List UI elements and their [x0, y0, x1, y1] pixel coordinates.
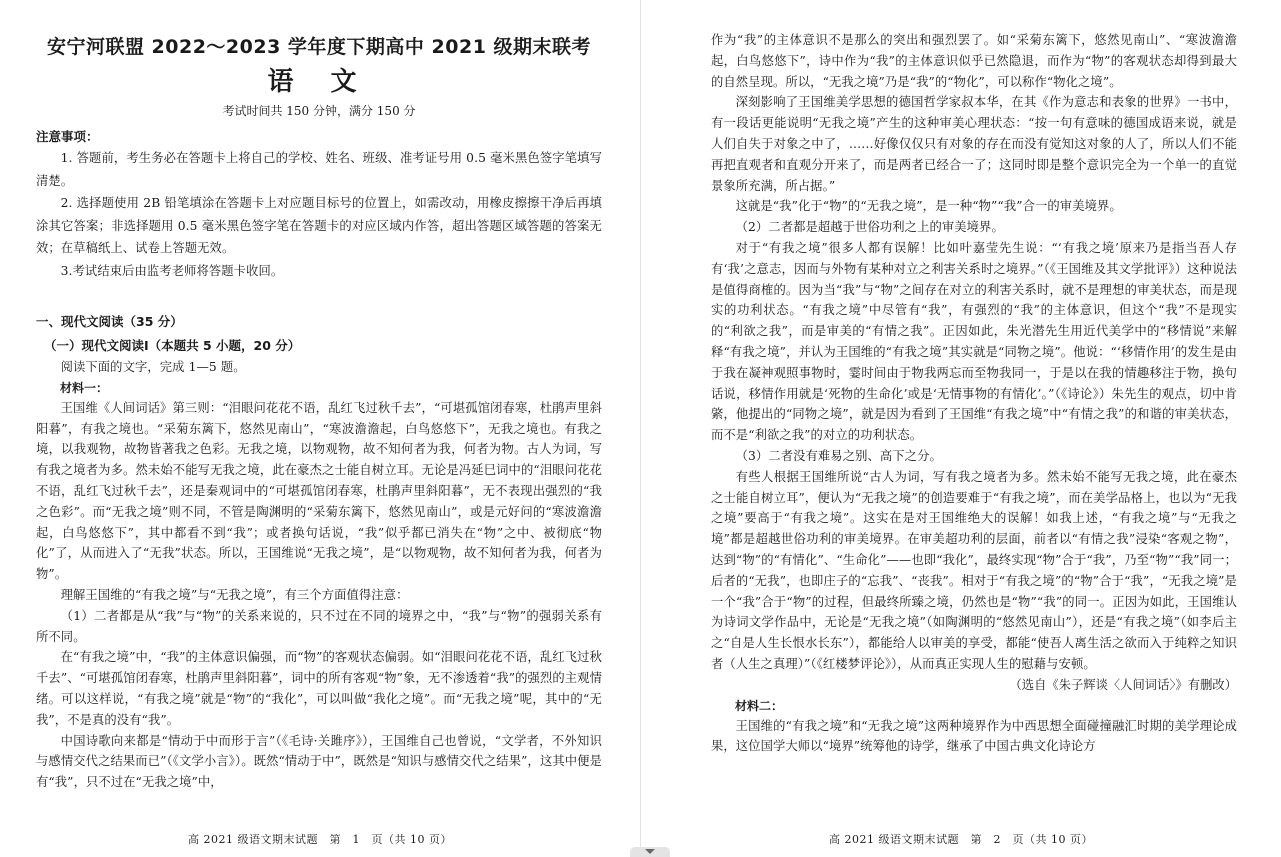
body-paragraph: 在“有我之境”中，“我”的主体意识偏强，而“物”的客观状态偏弱。如“泪眼问花花不语，乱红飞过秋千去”、“可堪孤馆闭春寒，杜鹃声里斜阳暮”，词中的所有客观“物”象，无不渗透着“我”的强烈的主观情绪。可以这样说，“有我之境”就是“物”的“我化”，可以叫做“我化之境”。而“无我之境”呢，其中的“无我”，不是真的没有“我”。 [36, 650, 602, 727]
body-paragraph: 有些人根据王国维所说“古人为词，写有我之境者为多。然未始不能写无我之境，此在豪杰之士能自树立耳”，便认为“无我之境”的创造要难于“有我之境”，而在美学品格上，也以为“无我之境”要高于“有我之境”。这实在是对王国维绝大的误解！如我上述，“有我之境”与“无我之境”都是超越世俗功利的审美境界。在审美超功利的层面，前者以“有情之我”浸染“客观之物”，达到“物”的“有情化”、“生命化”——也即“我化”，最终实现“物”合于“我”，乃至“物”“我”同一；后者的“无我”，也即庄子的“忘我”、“丧我”。相对于“有我之境”的“物”合于“我”，“无我之境”是一个“我”合于“物”的过程，但最终所臻之境，仍然也是“物”“我”的同一。正因为如此，王国维认为诗词文学作品中，无论是“无我之境”（如陶渊明的“悠然见南山”），还是“有我之境”（如李后主之“自是人生长恨水长东”），都能给人以审美的享受，都能“使吾人离生活之欲而入于纯粹之知识者（人生之真理）”（《红楼梦评论》），从而真正实现人生的慰藉与安顿。 [711, 469, 1237, 671]
material-2-label: 材料二： [735, 698, 784, 713]
reading-instruction: 阅读下面的文字，完成 1—5 题。 [60, 360, 246, 374]
body-paragraph: 作为“我”的主体意识不是那么的突出和强烈罢了。如“采菊东篱下，悠然见南山”、“寒波澹澹起，白鸟悠悠下”，诗中作为“我”的主体意识似乎已然隐退，而作为“物”的客观状态却得到最大的自然呈现。所以，“无我之境”乃是“我”的“物化”，可以称作“物化之境”。 [711, 33, 1237, 89]
page-footer: 高 2021 级语文期末试题 第 1 页（共 10 页） [188, 833, 452, 846]
body-paragraph: 中国诗歌向来都是“情动于中而形于言”（《毛诗·关雎序》），王国维自己也曾说，“文学者，不外知识与感情交代之结果而已”（《文学小言》）。既然“情动于中”，既然是“知识与感情交代之结果”，这其中便是有“我”，只不过在“无我之境”中， [36, 733, 602, 790]
body-paragraph: 深刻影响了王国维美学思想的德国哲学家叔本华，在其《作为意志和表象的世界》一书中，有一段话更能说明“无我之境”产生的这种审美心理状态：“按一句有意味的德国成语来说，就是人们自失于对象之中了，……好像仅仅只有对象的存在而没有觉知这对象的人了，所以人们不能再把直观者和直观分开来了，而是两者已经合一了；这同时即是整个意识完全为一个单一的直觉景象所充满，所占据。” [711, 95, 1237, 193]
body-paragraph: 王国维的“有我之境”和“无我之境”这两种境界作为中西思想全面碰撞融汇时期的美学理论成果，这位国学大师以“境界”统筹他的诗学，继承了中国古典文化诗论方 [711, 718, 1237, 754]
scroll-down-button[interactable] [630, 847, 670, 857]
body-paragraph: （2）二者都是超越于世俗功利之上的审美境界。 [735, 220, 1004, 235]
body-paragraph: 理解王国维的“有我之境”与“无我之境”，有三个方面值得注意： [60, 587, 409, 602]
source-citation: （选自《朱子辉谈〈人间词话〉》有删改） [1009, 677, 1237, 692]
notice-list [36, 147, 602, 282]
subsection-heading: （一）现代文阅读Ⅰ（本题共 5 小题，20 分） [44, 338, 301, 353]
notice-item: 1. 答题前，考生务必在答题卡上将自己的学校、姓名、班级、准考证号用 0.5 毫米黑色签字笔填写清楚。 [36, 151, 602, 188]
body-paragraph: 这就是“我”化于“物”的“无我之境”，是一种“物”“我”合一的审美境界。 [735, 199, 1122, 214]
body-paragraph: （1）二者都是从“我”与“物”的关系来说的，只不过在不同的境界之中，“我”与“物”的强弱关系有所不同。 [36, 608, 602, 644]
notice-item: 2. 选择题使用 2B 铅笔填涂在答题卡上对应题目标号的位置上，如需改动，用橡皮擦擦干净后再填涂其它答案；非选择题用 0.5 毫米黑色签字笔在答题卡的对应区域内作答，超出答题区域答题的答案无效；在草稿纸上、试卷上答题无效。 [36, 196, 602, 255]
notice-item: 3.考试结束后由监考老师将答题卡收回。 [60, 263, 284, 278]
page-2 [641, 0, 1281, 857]
body-paragraph: 王国维《人间词话》第三则：“泪眼问花花不语，乱红飞过秋千去”，“可堪孤馆闭春寒，杜鹃声里斜阳暮”，有我之境也。“采菊东篱下，悠然见南山”，“寒波澹澹起，白鸟悠悠下”，无我之境也。有我之境，以我观物，故物皆著我之色彩。无我之境，以物观物，故不知何者为我，何者为物。古人为词，写有我之境者为多。然未始不能写无我之境，此在豪杰之士能自树立耳。无论是冯延巳词中的“泪眼问花花不语，乱红飞过秋千去”，还是秦观词中的“可堪孤馆闭春寒，杜鹃声里斜阳暮”，无不表现出强烈的“我之色彩”。而“无我之境”则不同，不管是陶渊明的“采菊东篱下，悠然见南山”，或是元好问的“寒波澹澹起，白鸟悠悠下”，其中都看不到“我”；或者换句话说，“我”似乎都已消失在“物”之中、被彻底“物化”了，从而进入了“无我”状态。所以，王国维说“无我之境”，是“以物观物，故不知何者为我，何者为物”。 [36, 400, 602, 582]
exam-time-info: 考试时间共 150 分钟，满分 150 分 [222, 104, 416, 118]
subject-title: 语 文 [267, 67, 371, 97]
notice-heading: 注意事项： [36, 129, 99, 144]
section-heading: 一、现代文阅读（35 分） [36, 314, 183, 329]
body-paragraph: （3）二者没有难易之别、高下之分。 [735, 448, 942, 463]
material-1-label: 材料一： [60, 380, 109, 395]
page-footer: 高 2021 级语文期末试题 第 2 页（共 10 页） [829, 833, 1093, 846]
exam-title: 安宁河联盟 2022～2023 学年度下期高中 2021 级期末联考 [46, 36, 592, 58]
page-1 [0, 0, 640, 857]
chevron-down-icon [645, 849, 655, 854]
body-paragraph: 对于“有我之境”很多人都有误解！比如叶嘉莹先生说：“‘有我之境’原来乃是指当吾人存有‘我’之意志，因而与外物有某种对立之利害关系时之境界。”（《王国维及其文学批评》）这种说法是值得商榷的。因为当“我”与“物”之间存在对立的利害关系时，就不是理想的审美状态，而是现实的功利状态。“有我之境”中尽管有“我”，有强烈的“我”的主体意识，但这个“我”不是现实的“利欲之我”，而是审美的“有情之我”。正因如此，朱光潜先生用近代美学中的“移情说”来解释“有我之境”，并认为王国维的“有我之境”其实就是“同物之境”。他说：“‘移情作用’的发生是由于我在凝神观照事物时，霎时间由于物我两忘而至物我同一，于是以在我的情趣移注于物，换句话说，移情作用就是‘死物的生命化’或是‘无情事物的有情化’。”（《诗论》）朱先生的观点，切中肯綮，他提出的“同物之境”，就是因为看到了王国维“有我之境”中“有情之我”的和谐的审美状态，而不是“利欲之我”的对立的功利状态。 [711, 240, 1237, 443]
